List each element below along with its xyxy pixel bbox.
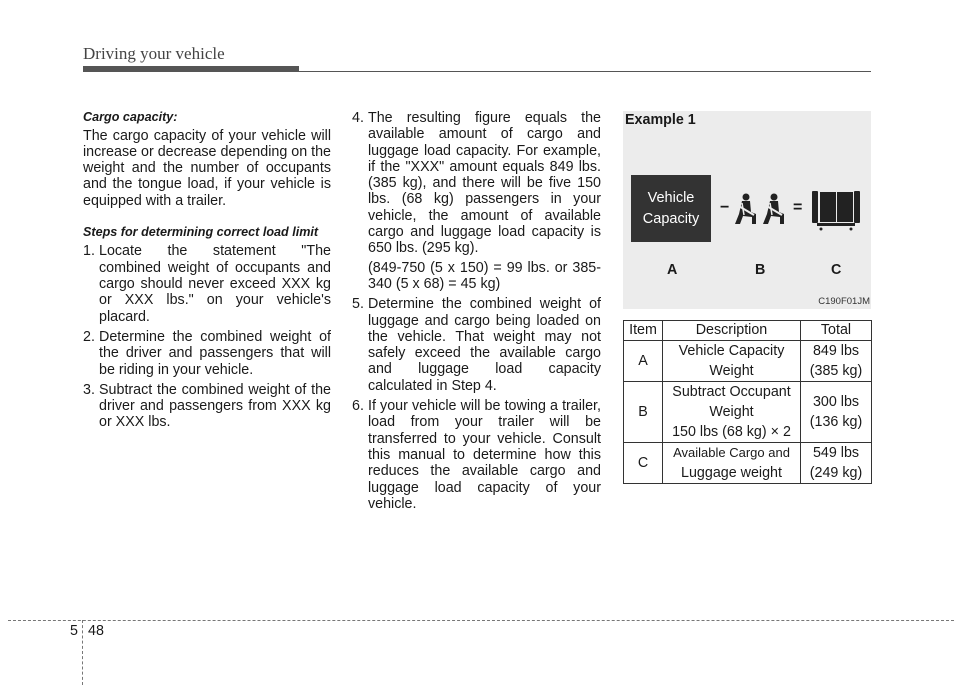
total-line: 549 lbs [812, 445, 860, 461]
section-number: 5 [70, 623, 78, 639]
table-row [624, 443, 872, 484]
cell-total [801, 382, 872, 443]
table-row [624, 382, 872, 443]
cell-description [663, 341, 801, 382]
cell-item: C [624, 443, 663, 484]
cell-item: A [624, 341, 663, 382]
desc-line: Weight [709, 404, 754, 420]
step-text: Determine the combined weight of the driver and passengers that will be riding in your vehicle. [99, 328, 331, 378]
list-item [352, 296, 601, 394]
list-item [83, 243, 331, 324]
seated-passenger-icon [761, 193, 785, 227]
label-b: B [755, 262, 766, 278]
step-number: 2. [83, 328, 95, 345]
step-text: Subtract the combined weight of the driver and passengers from XXX kg or XXX lbs. [99, 381, 331, 431]
desc-line: Available Cargo and [673, 445, 790, 460]
list-item [352, 398, 601, 512]
minus-sign: − [720, 199, 730, 216]
total-line: 849 lbs [812, 343, 860, 359]
example-illustration [623, 111, 871, 309]
vehicle-capacity-line1: Vehicle [647, 189, 695, 206]
total-line: (385 kg) [809, 363, 863, 379]
desc-line: 150 lbs (68 kg) × 2 [672, 424, 791, 440]
desc-line: Vehicle Capacity [678, 343, 785, 359]
step-number: 6. [352, 398, 364, 415]
table-header-row [624, 321, 872, 341]
capacity-table [623, 320, 872, 484]
label-c: C [831, 262, 842, 278]
middle-column [352, 110, 601, 516]
calculation-note: (849-750 (5 x 150) = 99 lbs. or 385-340 (5 x 68) = 45 kg) [368, 259, 601, 292]
step-number: 1. [83, 243, 95, 260]
cargo-capacity-text: The cargo capacity of your vehicle will increase or decrease depending on the weight and the number of occupants and the tongue load, if your vehicle is equipped with a trailer. [83, 127, 331, 209]
list-item [83, 382, 331, 431]
example-title: Example 1 [625, 112, 696, 128]
cell-description [663, 443, 801, 484]
desc-line: Subtract Occupant [672, 384, 791, 400]
footer-rule [8, 620, 954, 621]
step-text: If your vehicle will be towing a trailer, load from your trailer will be transferred to your vehicle. Consult this manual to determine how this reduces the available cargo and luggage load capacity of your vehicle. [368, 398, 601, 512]
table-row [624, 341, 872, 382]
steps-heading: Steps for determining correct load limit [83, 224, 319, 239]
step-number: 4. [352, 110, 364, 126]
vehicle-capacity-line2: Capacity [642, 210, 700, 227]
list-item [83, 329, 331, 378]
header-description: Description [663, 321, 801, 341]
total-line: (136 kg) [809, 414, 863, 430]
equals-sign: = [793, 199, 803, 216]
header-rule [83, 71, 871, 72]
cell-total [801, 443, 872, 484]
cargo-capacity-heading: Cargo capacity: [83, 110, 178, 124]
step-text: Locate the statement "The combined weight of occupants and cargo should never exceed XXX kg or XXX lbs." on your vehicle's placard. [99, 243, 331, 325]
page-number: 48 [88, 623, 104, 639]
desc-line: Luggage weight [681, 465, 782, 481]
header-title: Driving your vehicle [83, 44, 225, 63]
total-line: 300 lbs [812, 394, 860, 410]
step-text: The resulting figure equals the available amount of cargo and luggage load capacity. For example, if the "XXX" amount equals 849 lbs. (385 kg), and there will be five 150 lbs. (68 kg) passengers in your vehicle, the amount of available cargo and luggage load capacity is 650 lbs. (295 kg). [368, 110, 601, 257]
header-total: Total [801, 321, 872, 341]
desc-line: Weight [709, 363, 754, 379]
cargo-luggage-icon [811, 189, 861, 231]
left-column [83, 110, 331, 435]
cell-description [663, 382, 801, 443]
seated-passenger-icon [733, 193, 757, 227]
footer-divider [82, 620, 83, 685]
total-line: (249 kg) [809, 465, 863, 481]
label-a: A [667, 262, 678, 278]
cell-item: B [624, 382, 663, 443]
header-item: Item [624, 321, 663, 341]
step-number: 5. [352, 296, 364, 313]
figure-code: C190F01JM [818, 296, 870, 307]
vehicle-capacity-box [631, 175, 711, 242]
step-number: 3. [83, 381, 95, 398]
cell-total [801, 341, 872, 382]
step-text: Determine the combined weight of luggage and cargo being loaded on the vehicle. That weight may not safely exceed the available cargo and luggage load capacity calculated in Step 4. [368, 296, 601, 394]
list-item [352, 110, 601, 257]
